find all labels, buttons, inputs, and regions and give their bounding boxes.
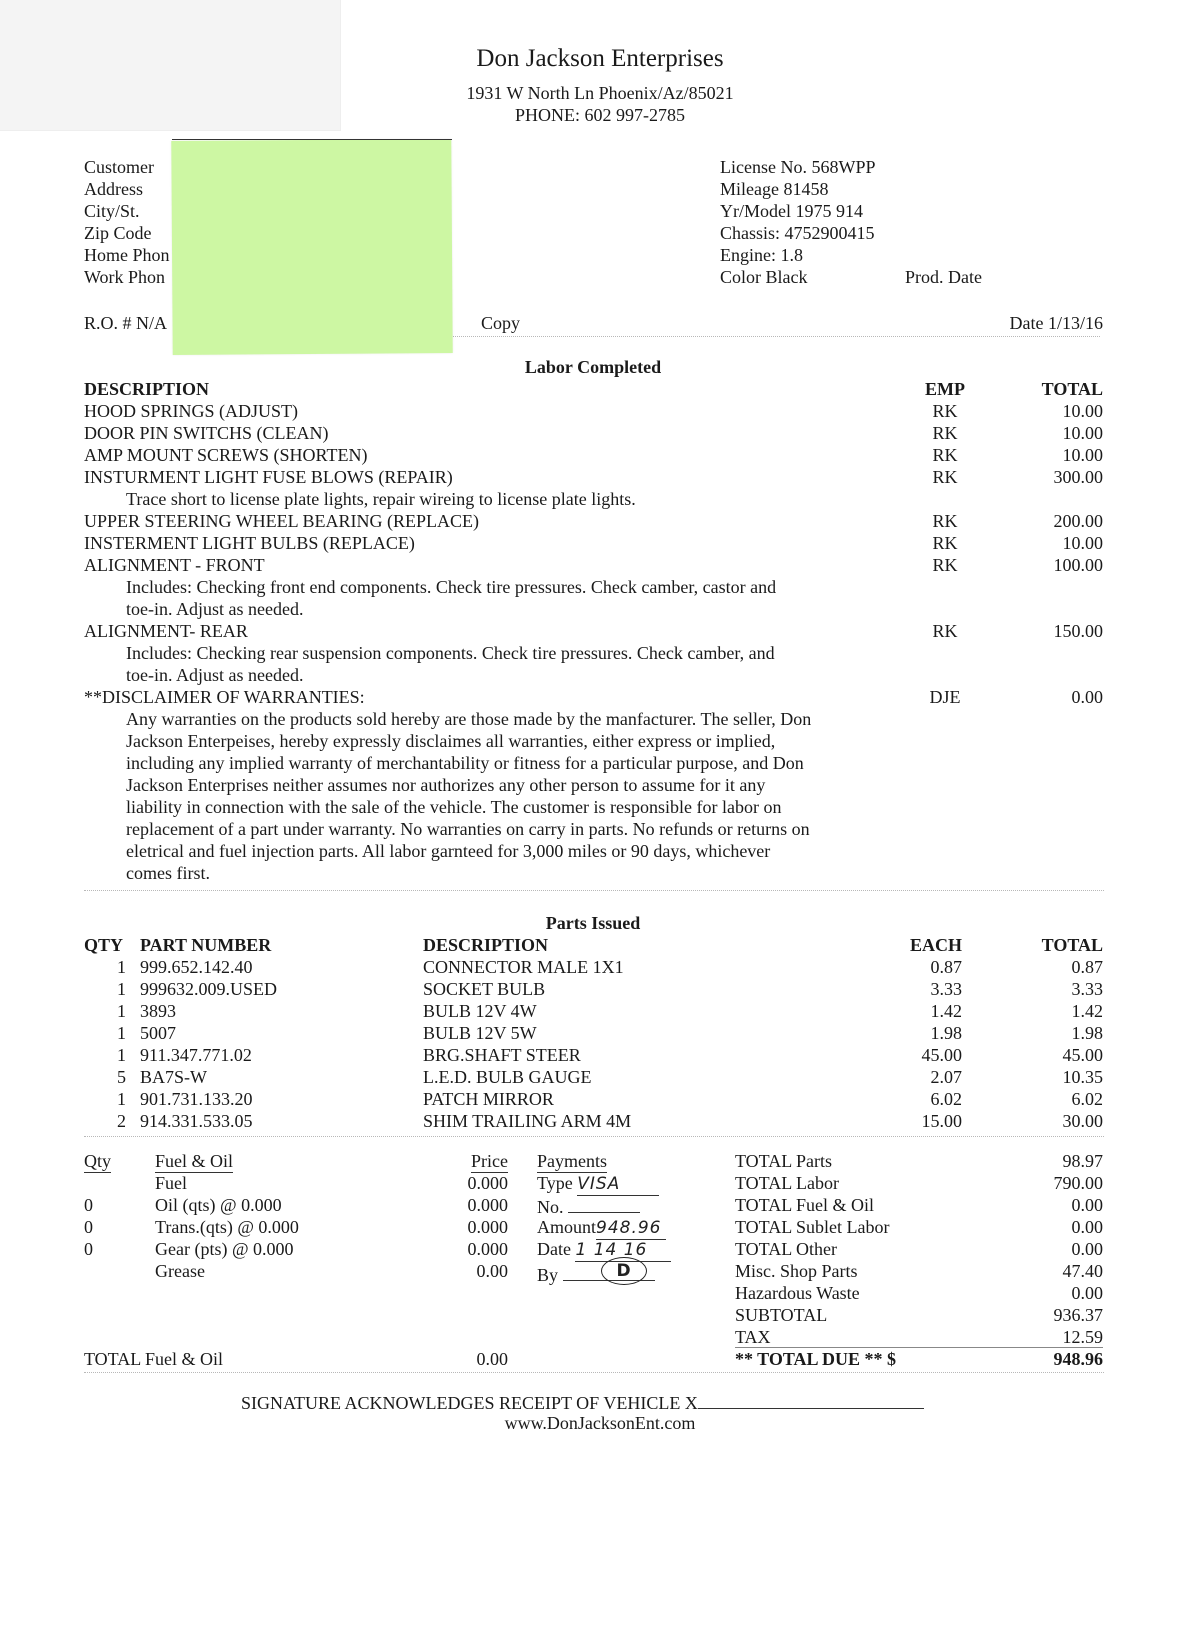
- divider: [84, 890, 1104, 891]
- work-phone-label: Work Phon: [84, 267, 166, 287]
- payments-header: Payments: [537, 1151, 607, 1171]
- part-each: 0.87: [930, 957, 962, 977]
- part-description: SHIM TRAILING ARM 4M: [423, 1111, 632, 1131]
- website: www.DonJacksonEnt.com: [504, 1413, 696, 1433]
- labor-item-note: toe-in. Adjust as needed.: [126, 599, 304, 619]
- part-each: 45.00: [921, 1045, 962, 1065]
- labor-description-header: DESCRIPTION: [84, 379, 210, 399]
- total-label: TOTAL Fuel & Oil: [735, 1195, 875, 1215]
- part-each: 1.42: [930, 1001, 962, 1021]
- part-qty: 1: [117, 1089, 126, 1109]
- engine: Engine: 1.8: [720, 245, 803, 265]
- labor-item-note: Trace short to license plate lights, repair wireing to license plate lights.: [126, 489, 636, 509]
- labor-item-total: 10.00: [1062, 401, 1103, 421]
- fuel-total-label: TOTAL Fuel & Oil: [84, 1349, 224, 1369]
- company-name: Don Jackson Enterprises: [476, 45, 724, 72]
- disclaimer-line: replacement of a part under warranty. No warranties on carry in parts. No refunds or returns on: [126, 819, 810, 839]
- subtotal-label: SUBTOTAL: [735, 1305, 828, 1325]
- fuel-qty-header: Qty: [84, 1151, 111, 1171]
- subtotal-value: 936.37: [1053, 1305, 1103, 1325]
- part-number: 911.347.771.02: [140, 1045, 252, 1065]
- fuel-name: Oil (qts) @ 0.000: [155, 1195, 282, 1215]
- part-each: 1.98: [930, 1023, 962, 1043]
- part-total: 45.00: [1062, 1045, 1103, 1065]
- part-description: CONNECTOR MALE 1X1: [423, 957, 624, 977]
- part-qty: 1: [117, 957, 126, 977]
- year-model: Yr/Model 1975 914: [720, 201, 863, 221]
- labor-item-total: 10.00: [1062, 533, 1103, 553]
- part-description: BULB 12V 5W: [423, 1023, 537, 1043]
- part-qty: 1: [117, 1001, 126, 1021]
- labor-item-total: 200.00: [1053, 511, 1103, 531]
- part-qty: 2: [117, 1111, 126, 1131]
- part-total: 3.33: [1071, 979, 1103, 999]
- divider: [450, 336, 1100, 337]
- parts-title: Parts Issued: [545, 913, 641, 933]
- part-each: 15.00: [921, 1111, 962, 1131]
- chassis: Chassis: 4752900415: [720, 223, 875, 243]
- labor-item-emp: RK: [932, 555, 958, 575]
- fuel-qty: 0: [84, 1239, 93, 1259]
- labor-item-desc: ALIGNMENT- REAR: [84, 621, 248, 641]
- part-total: 1.98: [1071, 1023, 1103, 1043]
- divider: [84, 1136, 1104, 1137]
- disclaimer-line: including any implied warranty of merchantability or fitness for a particular purpose, and Don: [126, 753, 804, 773]
- labor-item-total: 150.00: [1053, 621, 1103, 641]
- labor-emp-header: EMP: [925, 379, 965, 399]
- disclaimer-line: eletrical and fuel injection parts. All labor garnteed for 3,000 miles or 90 days, whichever: [126, 841, 771, 861]
- total-label: TOTAL Parts: [735, 1151, 833, 1171]
- fuel-qty: 0: [84, 1217, 93, 1237]
- part-total: 30.00: [1062, 1111, 1103, 1131]
- part-total: 0.87: [1071, 957, 1103, 977]
- labor-item-total: 300.00: [1053, 467, 1103, 487]
- tax-value: 12.59: [1062, 1327, 1103, 1347]
- labor-item-emp: RK: [932, 423, 958, 443]
- fuel-price: 0.000: [467, 1217, 508, 1237]
- labor-item-emp: DJE: [929, 687, 961, 707]
- labor-item-desc: UPPER STEERING WHEEL BEARING (REPLACE): [84, 511, 479, 531]
- labor-item-note: toe-in. Adjust as needed.: [126, 665, 304, 685]
- labor-title: Labor Completed: [524, 357, 662, 377]
- total-value: 47.40: [1062, 1261, 1103, 1281]
- payment-by-label: By: [537, 1265, 559, 1285]
- tax-label: TAX: [735, 1327, 771, 1347]
- fuel-price: 0.000: [467, 1195, 508, 1215]
- disclaimer-line: Jackson Enterprises neither assumes nor authorizes any other person to assume for it any: [126, 775, 766, 795]
- part-qty: 1: [117, 1023, 126, 1043]
- parts-partnumber-header: PART NUMBER: [140, 935, 272, 955]
- fuel-price: 0.00: [476, 1261, 508, 1281]
- labor-item-total: 10.00: [1062, 445, 1103, 465]
- labor-item-emp: RK: [932, 467, 958, 487]
- total-label: TOTAL Labor: [735, 1173, 840, 1193]
- license-number: License No. 568WPP: [720, 157, 876, 177]
- fuel-name: Gear (pts) @ 0.000: [155, 1239, 294, 1259]
- total-label: TOTAL Sublet Labor: [735, 1217, 890, 1237]
- part-total: 6.02: [1071, 1089, 1103, 1109]
- parts-each-header: EACH: [909, 935, 962, 955]
- total-value: 0.00: [1071, 1195, 1103, 1215]
- fuel-price: 0.000: [467, 1239, 508, 1259]
- disclaimer-line: liability in connection with the sale of the vehicle. The customer is responsible for labor on: [126, 797, 782, 817]
- sticky-note: [171, 139, 452, 355]
- part-each: 3.33: [930, 979, 962, 999]
- part-each: 2.07: [930, 1067, 962, 1087]
- part-total: 1.42: [1071, 1001, 1103, 1021]
- zip-label: Zip Code: [84, 223, 152, 243]
- color: Color Black: [720, 267, 808, 287]
- sticky-note-edge: [172, 139, 452, 140]
- part-number: BA7S-W: [140, 1067, 207, 1087]
- labor-item-desc: INSTURMENT LIGHT FUSE BLOWS (REPAIR): [84, 467, 453, 487]
- part-number: 914.331.533.05: [140, 1111, 253, 1131]
- customer-label: Customer: [84, 157, 154, 177]
- fuel-price: 0.000: [467, 1173, 508, 1193]
- labor-item-desc: AMP MOUNT SCREWS (SHORTEN): [84, 445, 368, 465]
- labor-item-total: 100.00: [1053, 555, 1103, 575]
- company-address: 1931 W North Ln Phoenix/Az/85021: [466, 83, 734, 103]
- initials-signature: D: [601, 1257, 647, 1285]
- part-description: BULB 12V 4W: [423, 1001, 537, 1021]
- labor-item-emp: RK: [932, 511, 958, 531]
- divider: [84, 1372, 1104, 1373]
- fuel-header: Fuel & Oil: [155, 1151, 234, 1171]
- company-phone: PHONE: 602 997-2785: [515, 105, 685, 125]
- labor-item-desc: HOOD SPRINGS (ADJUST): [84, 401, 299, 421]
- labor-item-note: Includes: Checking front end components. Check tire pressures. Check camber, castor and: [126, 577, 777, 597]
- part-description: SOCKET BULB: [423, 979, 546, 999]
- part-number: 5007: [140, 1023, 176, 1043]
- payment-type-value: VISA: [577, 1173, 659, 1196]
- ro-number: R.O. # N/A: [84, 313, 168, 333]
- address-label: Address: [84, 179, 143, 199]
- payment-date-value: 1 14 16: [575, 1239, 671, 1262]
- labor-item-emp: RK: [932, 445, 958, 465]
- order-date: Date 1/13/16: [1009, 313, 1103, 333]
- labor-item-desc: INSTERMENT LIGHT BULBS (REPLACE): [84, 533, 415, 553]
- part-number: 999632.009.USED: [140, 979, 278, 999]
- signature-text: SIGNATURE ACKNOWLEDGES RECEIPT OF VEHICLE X: [241, 1393, 698, 1413]
- fuel-qty: 0: [84, 1195, 93, 1215]
- payment-date-label: Date: [537, 1239, 571, 1259]
- fuel-price-header: Price: [471, 1151, 508, 1171]
- payment-no-field: [568, 1194, 640, 1213]
- total-value: 98.97: [1062, 1151, 1103, 1171]
- total-value: 790.00: [1053, 1173, 1103, 1193]
- labor-total-header: TOTAL: [1041, 379, 1103, 399]
- part-qty: 5: [117, 1067, 126, 1087]
- payment-type-label: Type: [537, 1173, 573, 1193]
- copy-label: Copy: [481, 313, 521, 333]
- payment-no-label: No.: [537, 1197, 564, 1217]
- part-qty: 1: [117, 1045, 126, 1065]
- total-value: 0.00: [1071, 1283, 1103, 1303]
- disclaimer-line: Jackson Enterpeises, hereby expressly disclaimes all warranties, either express or implied,: [126, 731, 776, 751]
- payment-amount-value: 948.96: [596, 1217, 666, 1240]
- total-value: 0.00: [1071, 1239, 1103, 1259]
- total-value: 0.00: [1071, 1217, 1103, 1237]
- labor-item-desc: ALIGNMENT - FRONT: [84, 555, 265, 575]
- labor-item-emp: RK: [932, 621, 958, 641]
- part-number: 3893: [140, 1001, 176, 1021]
- home-phone-label: Home Phon: [84, 245, 170, 265]
- labor-item-note: Includes: Checking rear suspension components. Check tire pressures. Check camber, and: [126, 643, 775, 663]
- signature-line: [241, 1390, 924, 1414]
- part-description: BRG.SHAFT STEER: [423, 1045, 581, 1065]
- total-label: Hazardous Waste: [735, 1283, 860, 1303]
- part-qty: 1: [117, 979, 126, 999]
- labor-item-total: 10.00: [1062, 423, 1103, 443]
- payment-amount-label: Amount: [537, 1217, 597, 1237]
- labor-item-emp: RK: [932, 533, 958, 553]
- labor-item-desc: **DISCLAIMER OF WARRANTIES:: [84, 687, 365, 707]
- total-due-label: ** TOTAL DUE ** $: [735, 1349, 897, 1369]
- fuel-name: Fuel: [155, 1173, 188, 1193]
- fuel-name: Grease: [155, 1261, 205, 1281]
- parts-description-header: DESCRIPTION: [423, 935, 549, 955]
- part-description: PATCH MIRROR: [423, 1089, 554, 1109]
- part-each: 6.02: [930, 1089, 962, 1109]
- part-number: 999.652.142.40: [140, 957, 253, 977]
- prod-date-label: Prod. Date: [905, 267, 982, 287]
- part-number: 901.731.133.20: [140, 1089, 253, 1109]
- labor-item-desc: DOOR PIN SWITCHS (CLEAN): [84, 423, 329, 443]
- fuel-name: Trans.(qts) @ 0.000: [155, 1217, 299, 1237]
- part-description: L.E.D. BULB GAUGE: [423, 1067, 592, 1087]
- disclaimer-line: Any warranties on the products sold hereby are those made by the manfacturer. The seller, Don: [126, 709, 812, 729]
- parts-qty-header: QTY: [84, 935, 124, 955]
- total-label: Misc. Shop Parts: [735, 1261, 858, 1281]
- city-label: City/St.: [84, 201, 140, 221]
- total-due-value: 948.96: [1053, 1349, 1103, 1369]
- labor-item-emp: RK: [932, 401, 958, 421]
- mileage: Mileage 81458: [720, 179, 829, 199]
- part-total: 10.35: [1062, 1067, 1103, 1087]
- parts-total-header: TOTAL: [1041, 935, 1103, 955]
- labor-item-total: 0.00: [1071, 687, 1103, 707]
- signature-field[interactable]: [698, 1390, 924, 1409]
- total-label: TOTAL Other: [735, 1239, 838, 1259]
- fuel-total-value: 0.00: [476, 1349, 508, 1369]
- disclaimer-line: comes first.: [126, 863, 210, 883]
